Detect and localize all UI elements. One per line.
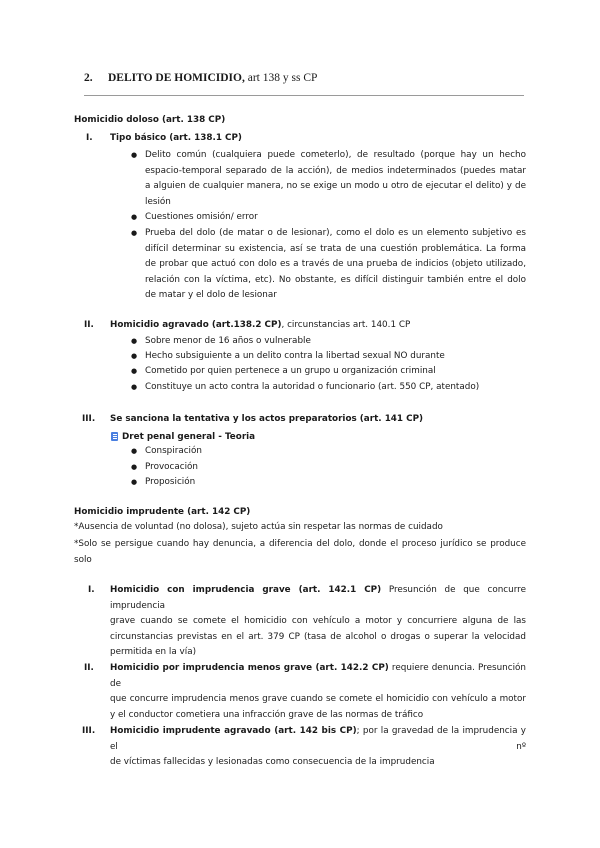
bullet-icon: ● (131, 447, 138, 455)
bullet-text-delito-comun: Delito común (cualquiera puede cometerlo), de resultado (porque hay un hecho espacio-temporal separado de la acción), de medios indeterminados (puedes matar a alguien de cualquier manera, no se exige un modo u otro de ejecutar el delito) y de lesión (145, 150, 526, 207)
bullet-text-cuestiones: Cuestiones omisión/ error (145, 212, 258, 222)
roman-numeral: III. (82, 414, 96, 424)
section-heading (84, 72, 317, 84)
item-title-agravado: Homicidio agravado (art.138.2 CP), circunstancias art. 140.1 CP (110, 320, 411, 330)
list-item: Provocación (145, 462, 199, 472)
item-title-tipo-basico: Tipo básico (art. 138.1 CP) (110, 133, 242, 143)
item-imprudencia-grave: Homicidio con imprudencia grave (art. 142.1 CP) Presunción de que concurre imprudencia grave cuando se comete el homicidio con vehículo a motor y concurriere alguna de las circunstancias previstas en el art. 379 CP (tasa de alcohol o drogas o superar la velocidad permitida en la vía) (110, 585, 526, 657)
roman-numeral: II. (84, 663, 94, 673)
bullet-icon: ● (131, 352, 138, 360)
item-imprudente-agravado: Homicidio imprudente agravado (art. 142 bis CP); por la gravedad de la imprudencia y el nº de víctimas fallecidas y lesionadas como consecuencia de la imprudencia (110, 726, 526, 767)
bullet-text-prueba-dolo: Prueba del dolo (de matar o de lesionar), como el dolo es un elemento subjetivo es difícil determinar su existencia, así se trata de una cuestión problemática. La forma de probar que actuó con dolo es a través de una prueba de indicios (objeto utilizado, relación con la víctima, etc). No obstante, es difícil distinguir también entre el dolo de matar y el dolo de lesionar (145, 228, 526, 300)
list-item: Constituye un acto contra la autoridad o funcionario (art. 550 CP, atentado) (145, 382, 480, 392)
bullet-icon: ● (131, 367, 138, 375)
bullet-icon: ● (131, 478, 138, 486)
item-title-tentativa: Se sanciona la tentativa y los actos preparatorios (art. 141 CP) (110, 414, 424, 424)
heading-divider (84, 95, 524, 96)
list-item: Proposición (145, 477, 196, 487)
document-icon (111, 432, 118, 441)
roman-numeral: II. (84, 320, 94, 330)
bullet-icon: ● (131, 463, 138, 471)
list-item: Sobre menor de 16 años o vulnerable (145, 336, 311, 346)
bullet-icon: ● (131, 383, 138, 391)
doc-link-chip[interactable] (111, 429, 255, 444)
subsection-title-imprudente: Homicidio imprudente (art. 142 CP) (74, 507, 251, 517)
note-text: *Solo se persigue cuando hay denuncia, a diferencia del dolo, donde el proceso jurídico se produce solo (74, 539, 526, 565)
doc-link-label: Dret penal general - Teoria (122, 431, 256, 442)
section-title-suffix: art 138 y ss CP (244, 72, 318, 84)
list-item: Hecho subsiguiente a un delito contra la libertad sexual NO durante (145, 351, 445, 361)
subsection-title-doloso: Homicidio doloso (art. 138 CP) (74, 115, 226, 125)
bullet-icon: ● (131, 337, 138, 345)
roman-numeral: I. (86, 133, 93, 143)
list-item: Cometido por quien pertenece a un grupo u organización criminal (145, 366, 436, 376)
section-title: DELITO DE HOMICIDIO, (108, 72, 245, 84)
note-text: *Ausencia de voluntad (no dolosa), sujeto actúa sin respetar las normas de cuidado (74, 522, 443, 532)
item-imprudencia-menos-grave: Homicidio por imprudencia menos grave (art. 142.2 CP) requiere denuncia. Presunción de que concurre imprudencia menos grave cuando se comete el homicidio con vehículo a motor y el conductor cometiera una infracción grave de las normas de tráfico (110, 663, 526, 720)
bullet-icon: ● (131, 229, 138, 237)
section-number: 2. (84, 72, 93, 84)
list-item: Conspiración (145, 446, 202, 456)
roman-numeral: III. (82, 726, 96, 736)
bullet-icon: ● (131, 213, 138, 221)
bullet-icon: ● (131, 151, 138, 159)
roman-numeral: I. (88, 585, 95, 595)
